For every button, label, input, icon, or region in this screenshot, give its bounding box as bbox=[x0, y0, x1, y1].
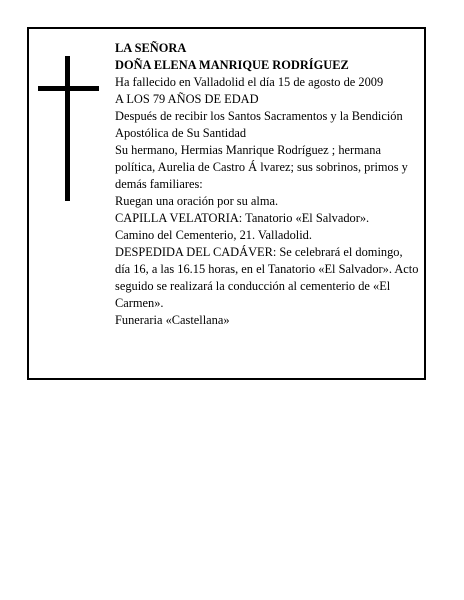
cross-vertical-bar bbox=[65, 56, 70, 201]
cross-horizontal-bar bbox=[38, 86, 99, 91]
farewell-line: DESPEDIDA DEL CADÁVER: Se celebrará el domingo, día 16, a las 16.15 horas, en el Tanatorio «El Salvador». Acto seguido se realizará la conducción al cementerio de «El Carmen». bbox=[115, 245, 419, 310]
title-line: LA SEÑORA bbox=[115, 41, 187, 55]
sacraments-line: Después de recibir los Santos Sacramentos y la Bendición Apostólica de Su Santidad bbox=[115, 109, 403, 140]
family-line: Su hermano, Hermias Manrique Rodríguez ; hermana política, Aurelia de Castro Á lvarez; sus sobrinos, primos y demás familiares: bbox=[115, 143, 408, 191]
address-line: Camino del Cementerio, 21. Valladolid. bbox=[115, 228, 312, 242]
latin-cross-icon bbox=[38, 56, 99, 201]
chapel-line: CAPILLA VELATORIA: Tanatorio «El Salvador». bbox=[115, 211, 370, 225]
obituary-notice bbox=[27, 27, 426, 380]
prayer-line: Ruegan una oración por su alma. bbox=[115, 194, 279, 208]
death-info: Ha fallecido en Valladolid el día 15 de agosto de 2009 bbox=[115, 75, 384, 89]
deceased-name: DOÑA ELENA MANRIQUE RODRÍGUEZ bbox=[115, 58, 349, 72]
funeral-home-line: Funeraria «Castellana» bbox=[115, 313, 230, 327]
notice-text bbox=[115, 40, 420, 329]
age-line: A LOS 79 AÑOS DE EDAD bbox=[115, 92, 259, 106]
